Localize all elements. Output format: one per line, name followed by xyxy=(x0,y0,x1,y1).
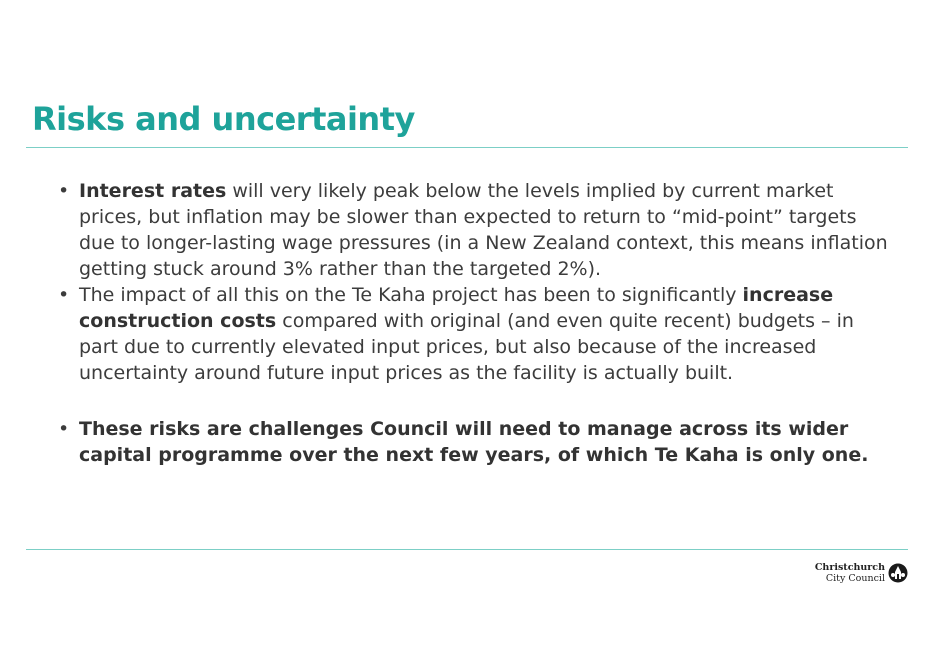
bullet-item-te-kaha-impact xyxy=(58,282,898,386)
bullet-item-council-risks xyxy=(58,416,898,468)
bullet-bold-lead: Interest rates xyxy=(79,180,227,202)
cathedral-emblem-icon xyxy=(888,563,908,583)
bullet-text: will very likely peak below the levels implied by current market prices, but inflation may be slower than expected to return to “mid-point” targets due to longer-lasting wage pressures (in a New Zealand context, this means inflation getting stuck around 3% rather than the targeted 2%). xyxy=(79,180,888,280)
logo-line-2: City Council xyxy=(825,573,885,584)
logo-line-1: Christchurch xyxy=(814,562,885,573)
bullet-bold-full: These risks are challenges Council will need to manage across its wider capital programme over the next few years, of which Te Kaha is only one. xyxy=(79,418,869,466)
bullet-text-before: The impact of all this on the Te Kaha project has been to significantly xyxy=(79,284,743,306)
bullet-list xyxy=(58,178,898,468)
title-divider xyxy=(26,147,908,148)
logo-wordmark xyxy=(815,562,885,584)
footer-divider xyxy=(26,549,908,550)
christchurch-city-council-logo xyxy=(815,562,908,584)
bullet-dot: • xyxy=(58,180,70,202)
bullet-dot: • xyxy=(58,284,70,306)
slide-title: Risks and uncertainty xyxy=(32,100,415,138)
bullet-text-after: compared with original (and even quite recent) budgets – in part due to currently elevated input prices, but also because of the increased uncertainty around future input prices as the facility is actually built. xyxy=(79,310,854,384)
bullet-bold-mid: increase construction costs xyxy=(79,284,834,332)
bullet-item-interest-rates xyxy=(58,178,898,282)
bullet-dot: • xyxy=(58,418,70,440)
